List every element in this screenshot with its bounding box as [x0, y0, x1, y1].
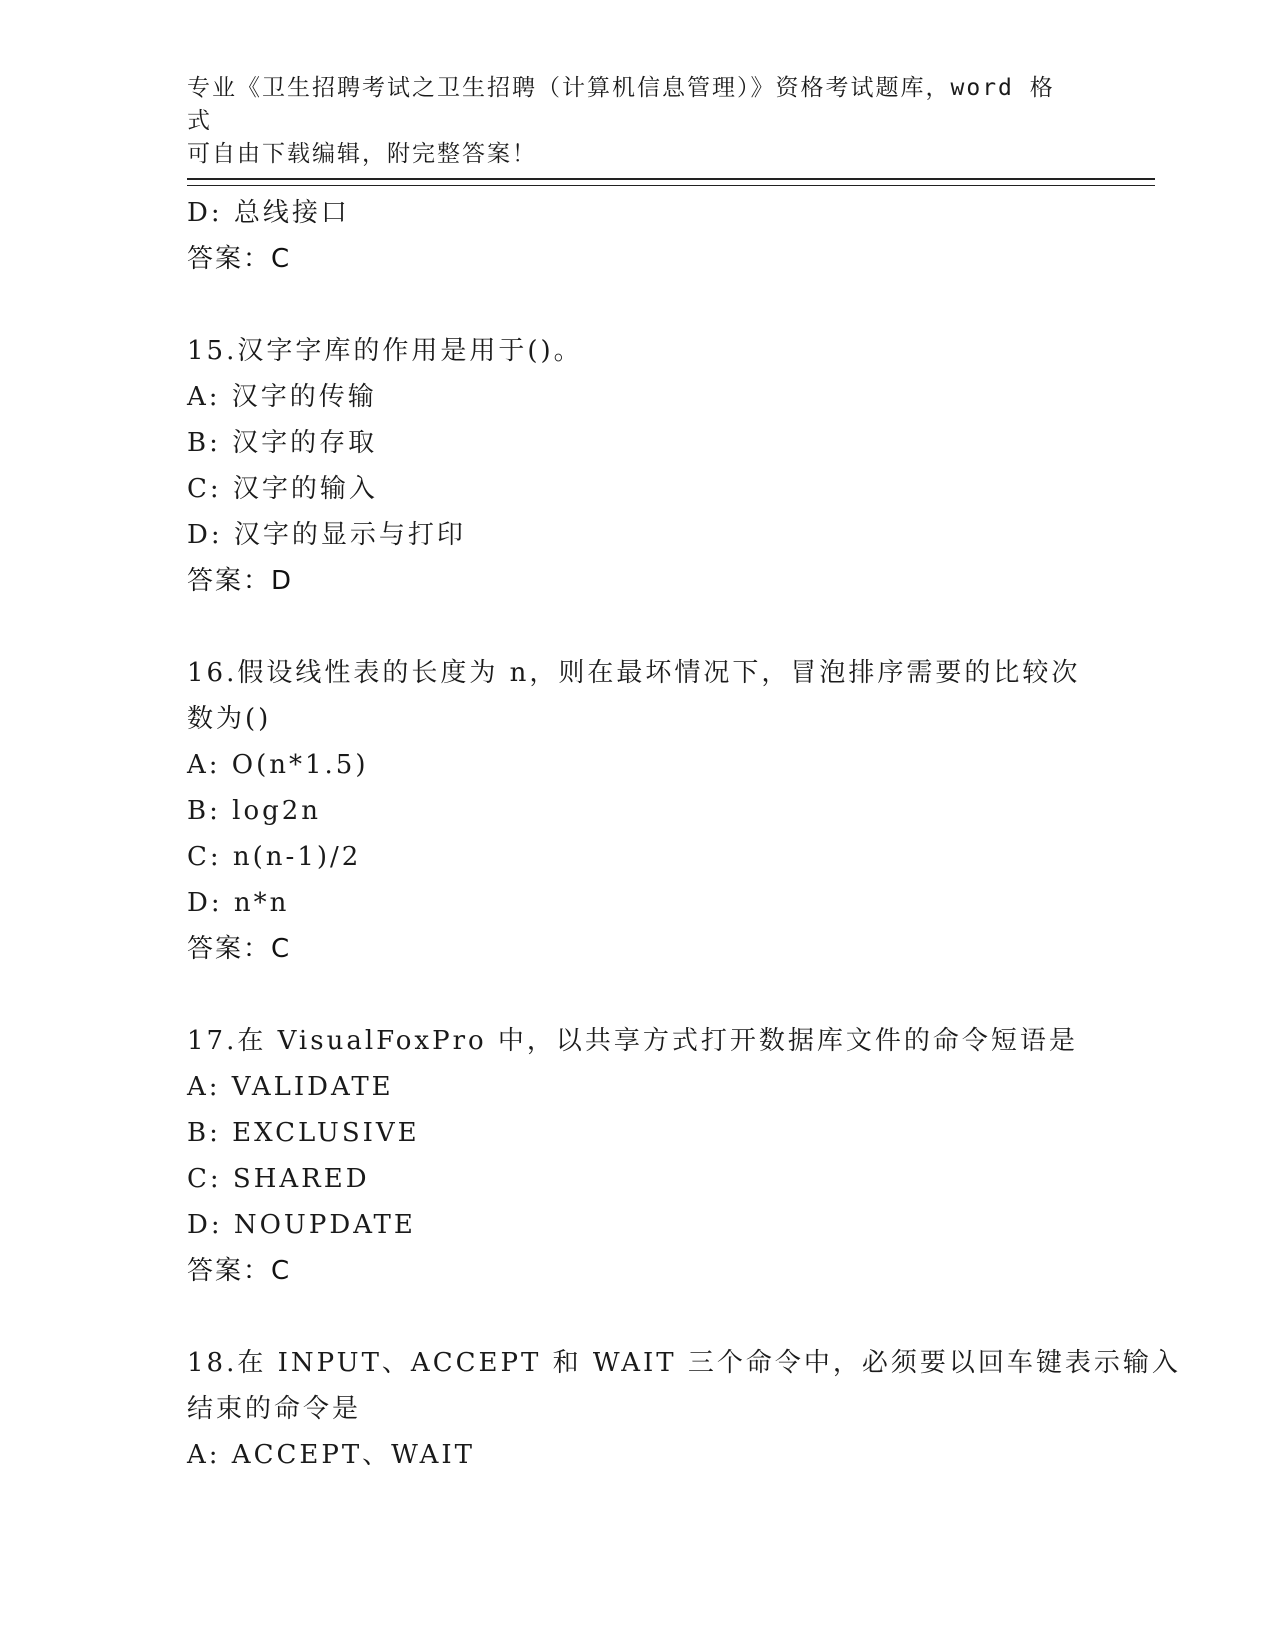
question-stem-continued: 结束的命令是	[187, 1394, 362, 1424]
answer-label: 答案：C	[187, 1256, 292, 1286]
question-stem: 17.在 VisualFoxPro 中，以共享方式打开数据库文件的命令短语是	[187, 1026, 1078, 1056]
option-d: D: n*n	[187, 888, 290, 918]
prev-question-answer: 答案：C	[187, 244, 292, 274]
document-header	[187, 72, 1067, 171]
answer-label: 答案：C	[187, 934, 292, 964]
question-stem: 18.在 INPUT、ACCEPT 和 WAIT 三个命令中，必须要以回车键表示输入	[187, 1348, 1181, 1378]
option-c: C: 汉字的输入	[187, 474, 378, 504]
header-title-line-2: 可自由下载编辑，附完整答案！	[187, 141, 537, 167]
option-a: A: 汉字的传输	[187, 382, 377, 412]
prev-question-option-d: D: 总线接口	[187, 198, 350, 228]
option-a: A: O(n*1.5)	[187, 750, 369, 780]
option-d: D: 汉字的显示与打印	[187, 520, 466, 550]
option-b: B: log2n	[187, 796, 322, 826]
option-c: C: n(n-1)/2	[187, 842, 362, 872]
option-b: B: 汉字的存取	[187, 428, 378, 458]
option-a: A: VALIDATE	[187, 1072, 394, 1102]
option-d: D: NOUPDATE	[187, 1210, 416, 1240]
header-divider	[187, 178, 1155, 186]
question-spacer	[187, 604, 1067, 650]
question-spacer	[187, 1294, 1067, 1340]
question-15	[187, 328, 1067, 604]
question-stem: 16.假设线性表的长度为 n，则在最坏情况下，冒泡排序需要的比较次	[187, 658, 1081, 688]
header-title-line-1: 专业《卫生招聘考试之卫生招聘（计算机信息管理）》资格考试题库，word 格式	[187, 75, 1055, 134]
question-spacer	[187, 282, 1067, 328]
question-16	[187, 650, 1081, 972]
question-stem-continued: 数为()	[187, 704, 272, 734]
option-a: A: ACCEPT、WAIT	[187, 1440, 475, 1470]
option-c: C: SHARED	[187, 1164, 370, 1194]
option-b: B: EXCLUSIVE	[187, 1118, 420, 1148]
answer-label: 答案：D	[187, 566, 294, 596]
question-stem: 15.汉字字库的作用是用于()。	[187, 336, 583, 366]
question-list	[187, 190, 1181, 1478]
question-spacer	[187, 972, 1067, 1018]
question-17	[187, 1018, 1078, 1294]
question-18	[187, 1340, 1181, 1478]
